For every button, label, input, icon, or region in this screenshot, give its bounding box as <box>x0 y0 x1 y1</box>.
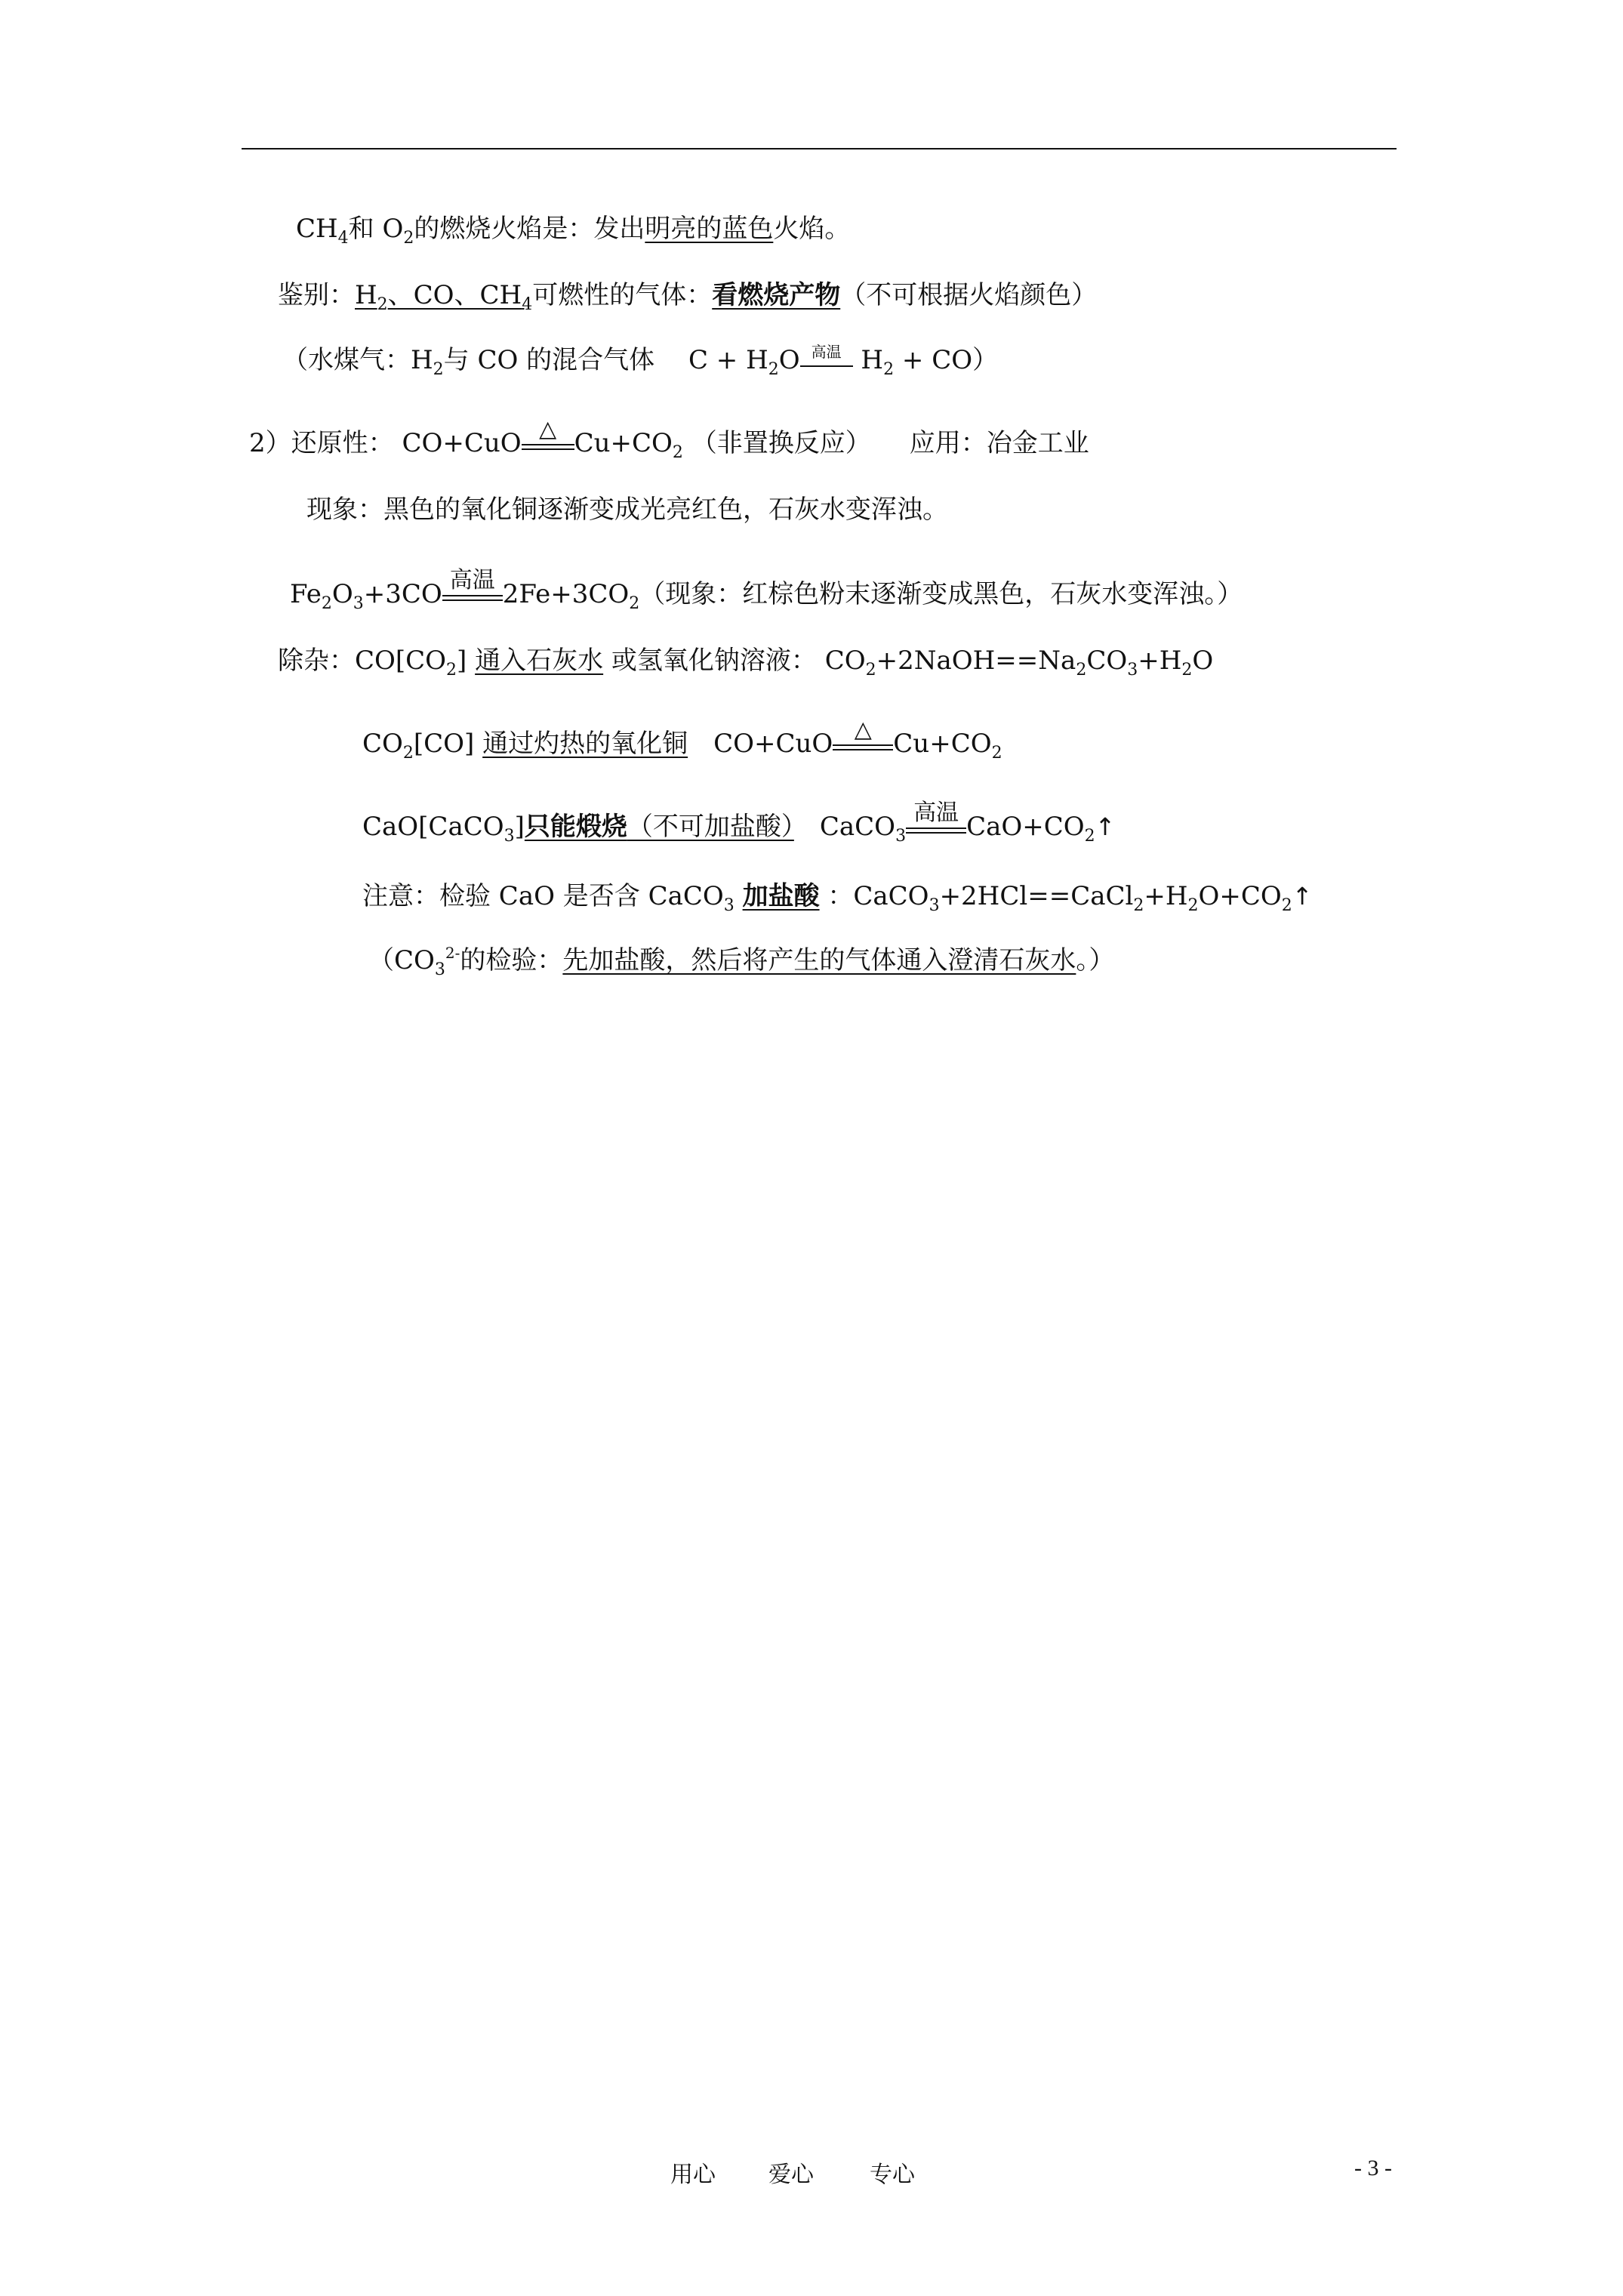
text: 可燃性的气体： <box>532 280 713 310</box>
subscript: 3 <box>723 896 735 915</box>
text: CO <box>362 729 403 759</box>
text: CaO+CO <box>966 812 1085 842</box>
text <box>735 881 743 911</box>
reaction-condition-arrow: △ <box>833 732 893 758</box>
underlined-text: 通过灼热的氧化铜 <box>482 729 688 759</box>
text: 的燃烧火焰是：发出 <box>414 214 645 244</box>
text: 注意：检验 CaO 是否含 CaCO <box>362 881 724 911</box>
text: O <box>1192 646 1214 676</box>
text: 。） <box>1076 945 1115 975</box>
subscript: 2 <box>768 360 779 379</box>
text: 或氢氧化钠溶液： CO <box>603 646 866 676</box>
line-phenomenon <box>306 495 948 525</box>
line-remove-impurity-cao <box>362 800 1116 846</box>
reaction-condition-arrow: 高温 <box>906 815 966 841</box>
text: 除杂：CO[CO <box>278 646 447 676</box>
text: （现象：红棕色粉末逐渐变成黑色，石灰水变浑浊。） <box>639 579 1243 609</box>
underlined-text: 明亮的蓝色 <box>645 214 774 244</box>
subscript: 2 <box>1076 661 1087 680</box>
text: 与 CO 的混合气体 C + H <box>443 345 768 375</box>
line-iron-oxide <box>290 567 1243 613</box>
bold-underlined-text: 加盐酸 <box>742 881 820 911</box>
page-number: - 3 - <box>1354 2156 1392 2180</box>
subscript: 3 <box>504 827 515 846</box>
header-rule <box>242 148 1397 149</box>
text: +2HCl==CaCl <box>939 881 1134 911</box>
subscript: 2 <box>1187 896 1199 915</box>
text: 和 O <box>348 214 404 244</box>
subscript: 3 <box>353 594 364 613</box>
text: H <box>852 345 884 375</box>
bold-underlined-text: 看燃烧产物 <box>712 280 841 310</box>
subscript: 3 <box>1127 661 1138 680</box>
line-note-cao <box>362 883 1313 914</box>
text: O+CO <box>1198 881 1282 911</box>
text: CO+CuO <box>688 729 833 759</box>
text: ] <box>457 646 476 676</box>
text: ：CaCO <box>819 881 929 911</box>
line-remove-impurity-co2 <box>362 717 1002 763</box>
line-identify-gases <box>278 282 1097 313</box>
subscript: 2 <box>433 360 444 379</box>
line-carbonate-test <box>368 945 1114 978</box>
subscript: 2 <box>1084 827 1095 846</box>
subscript: 3 <box>929 896 940 915</box>
footer-text: 爱心 <box>768 2162 814 2188</box>
text: + CO） <box>894 345 999 375</box>
text: +H <box>1144 881 1188 911</box>
text: ] <box>514 812 525 842</box>
line-ch4-flame <box>296 216 850 247</box>
underlined-text: 先加盐酸，然后将产生的气体通入澄清石灰水 <box>562 945 1076 975</box>
subscript: 2 <box>1133 896 1144 915</box>
gas-arrow-icon: ↑ <box>1292 882 1313 911</box>
subscript: 2 <box>1181 661 1193 680</box>
text: O <box>331 579 353 609</box>
text: +3CO <box>363 579 442 609</box>
text: 2Fe+3CO <box>502 579 630 609</box>
subscript: 3 <box>895 827 907 846</box>
subscript: 3 <box>434 960 445 979</box>
text: Cu+CO <box>893 729 992 759</box>
subscript: 2 <box>865 661 876 680</box>
text: CO <box>1086 646 1128 676</box>
text: （非置换反应） 应用：冶金工业 <box>682 428 1089 458</box>
text: +2NaOH==Na <box>876 646 1076 676</box>
subscript: 2 <box>403 229 414 248</box>
subscript: 2 <box>446 661 457 680</box>
text: +H <box>1138 646 1182 676</box>
text: 火焰。 <box>773 214 851 244</box>
underlined-text: 通入石灰水 <box>475 646 604 676</box>
reaction-condition-arrow: 高温 <box>800 349 853 374</box>
subscript: 2 <box>672 443 683 462</box>
text: 的检验： <box>460 945 563 975</box>
subscript: 2 <box>321 594 332 613</box>
line-remove-impurity-co <box>278 648 1213 679</box>
underlined-text: $H_2$、CO、$CH_4$ <box>355 280 533 314</box>
reaction-condition-arrow: △ <box>522 432 574 458</box>
text: （水煤气：H <box>282 345 433 375</box>
line-reducibility <box>249 416 1089 462</box>
line-water-gas <box>282 343 999 379</box>
footer-text: 专心 <box>870 2162 915 2188</box>
text: [CO] <box>413 729 483 759</box>
text: CaO[CaCO <box>362 812 504 842</box>
gas-arrow-icon: ↑ <box>1095 812 1116 841</box>
underlined-text: 只能煅烧（不可加盐酸） <box>524 812 794 842</box>
subscript: 2 <box>402 744 414 763</box>
subscript: 2 <box>991 744 1002 763</box>
subscript: 2 <box>883 360 895 379</box>
text: （不可根据火焰颜色） <box>840 280 1098 310</box>
text: 鉴别： <box>278 280 355 310</box>
subscript: 2 <box>629 594 640 613</box>
subscript: 2 <box>1281 896 1292 915</box>
text: CH <box>296 214 338 244</box>
text: Cu+CO <box>574 428 673 458</box>
text: O <box>778 345 800 375</box>
text: CaCO <box>793 812 896 842</box>
text: 现象：黑色的氧化铜逐渐变成光亮红色，石灰水变浑浊。 <box>306 495 948 525</box>
text: 2）还原性： CO+CuO <box>249 428 522 458</box>
reaction-condition-arrow: 高温 <box>442 583 503 609</box>
text: Fe <box>290 579 322 609</box>
text: （CO <box>368 945 435 975</box>
footer-text: 用心 <box>670 2162 716 2188</box>
subscript: 4 <box>337 229 349 248</box>
superscript: 2- <box>445 944 460 962</box>
